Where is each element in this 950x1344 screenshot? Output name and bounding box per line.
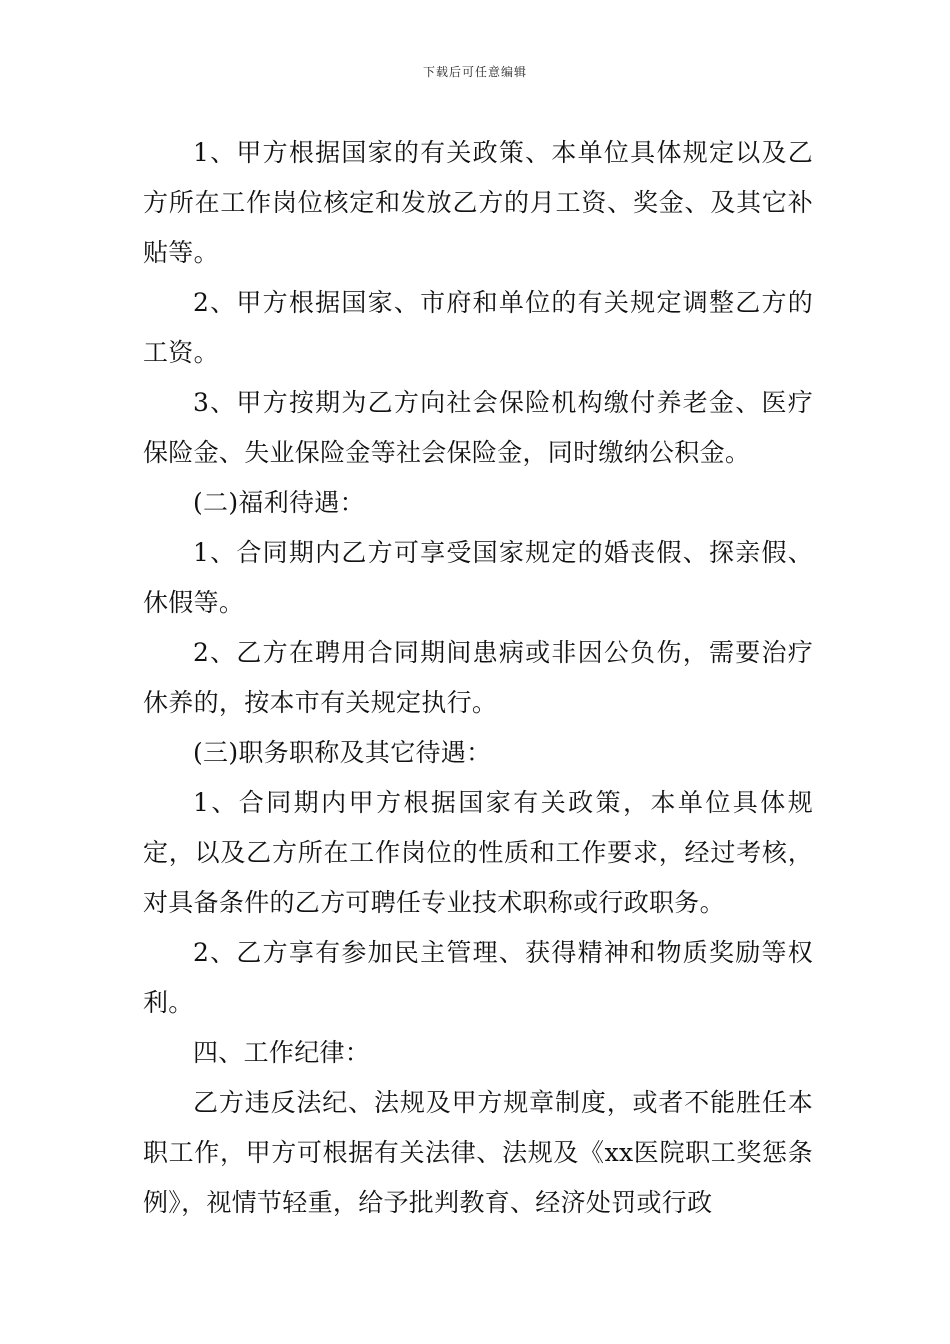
paragraph-salary-2: 2、甲方根据国家、市府和单位的有关规定调整乙方的工资。 (143, 288, 813, 367)
paragraph-discipline-1: 乙方违反法纪、法规及甲方规章制度，或者不能胜任本职工作，甲方可根据有关法律、法规及《xx医院职工奖惩条例》，视情节轻重，给予批判教育、经济处罚或行政 (143, 1088, 813, 1217)
paragraph-titles-1: 1、合同期内甲方根据国家有关政策，本单位具体规定，以及乙方所在工作岗位的性质和工作要求，经过考核，对具备条件的乙方可聘任专业技术职称或行政职务。 (143, 788, 813, 917)
paragraph-salary-1: 1、甲方根据国家的有关政策、本单位具体规定以及乙方所在工作岗位核定和发放乙方的月工资、奖金、及其它补贴等。 (143, 138, 813, 267)
paragraph-titles-2: 2、乙方享有参加民主管理、获得精神和物质奖励等权利。 (143, 938, 813, 1017)
paragraph-welfare-2: 2、乙方在聘用合同期间患病或非因公负伤，需要治疗休养的，按本市有关规定执行。 (143, 638, 813, 717)
paragraph-salary-3: 3、甲方按期为乙方向社会保险机构缴付养老金、医疗保险金、失业保险金等社会保险金，同时缴纳公积金。 (143, 388, 813, 467)
page-header-note: 下载后可任意编辑 (422, 65, 527, 79)
section-heading-titles: (三)职务职称及其它待遇： (193, 738, 492, 767)
document-body (143, 128, 813, 1228)
section-heading-welfare: (二)福利待遇： (193, 488, 365, 517)
section-heading-discipline: 四、工作纪律： (193, 1038, 371, 1067)
paragraph-welfare-1: 1、合同期内乙方可享受国家规定的婚丧假、探亲假、休假等。 (143, 538, 813, 617)
